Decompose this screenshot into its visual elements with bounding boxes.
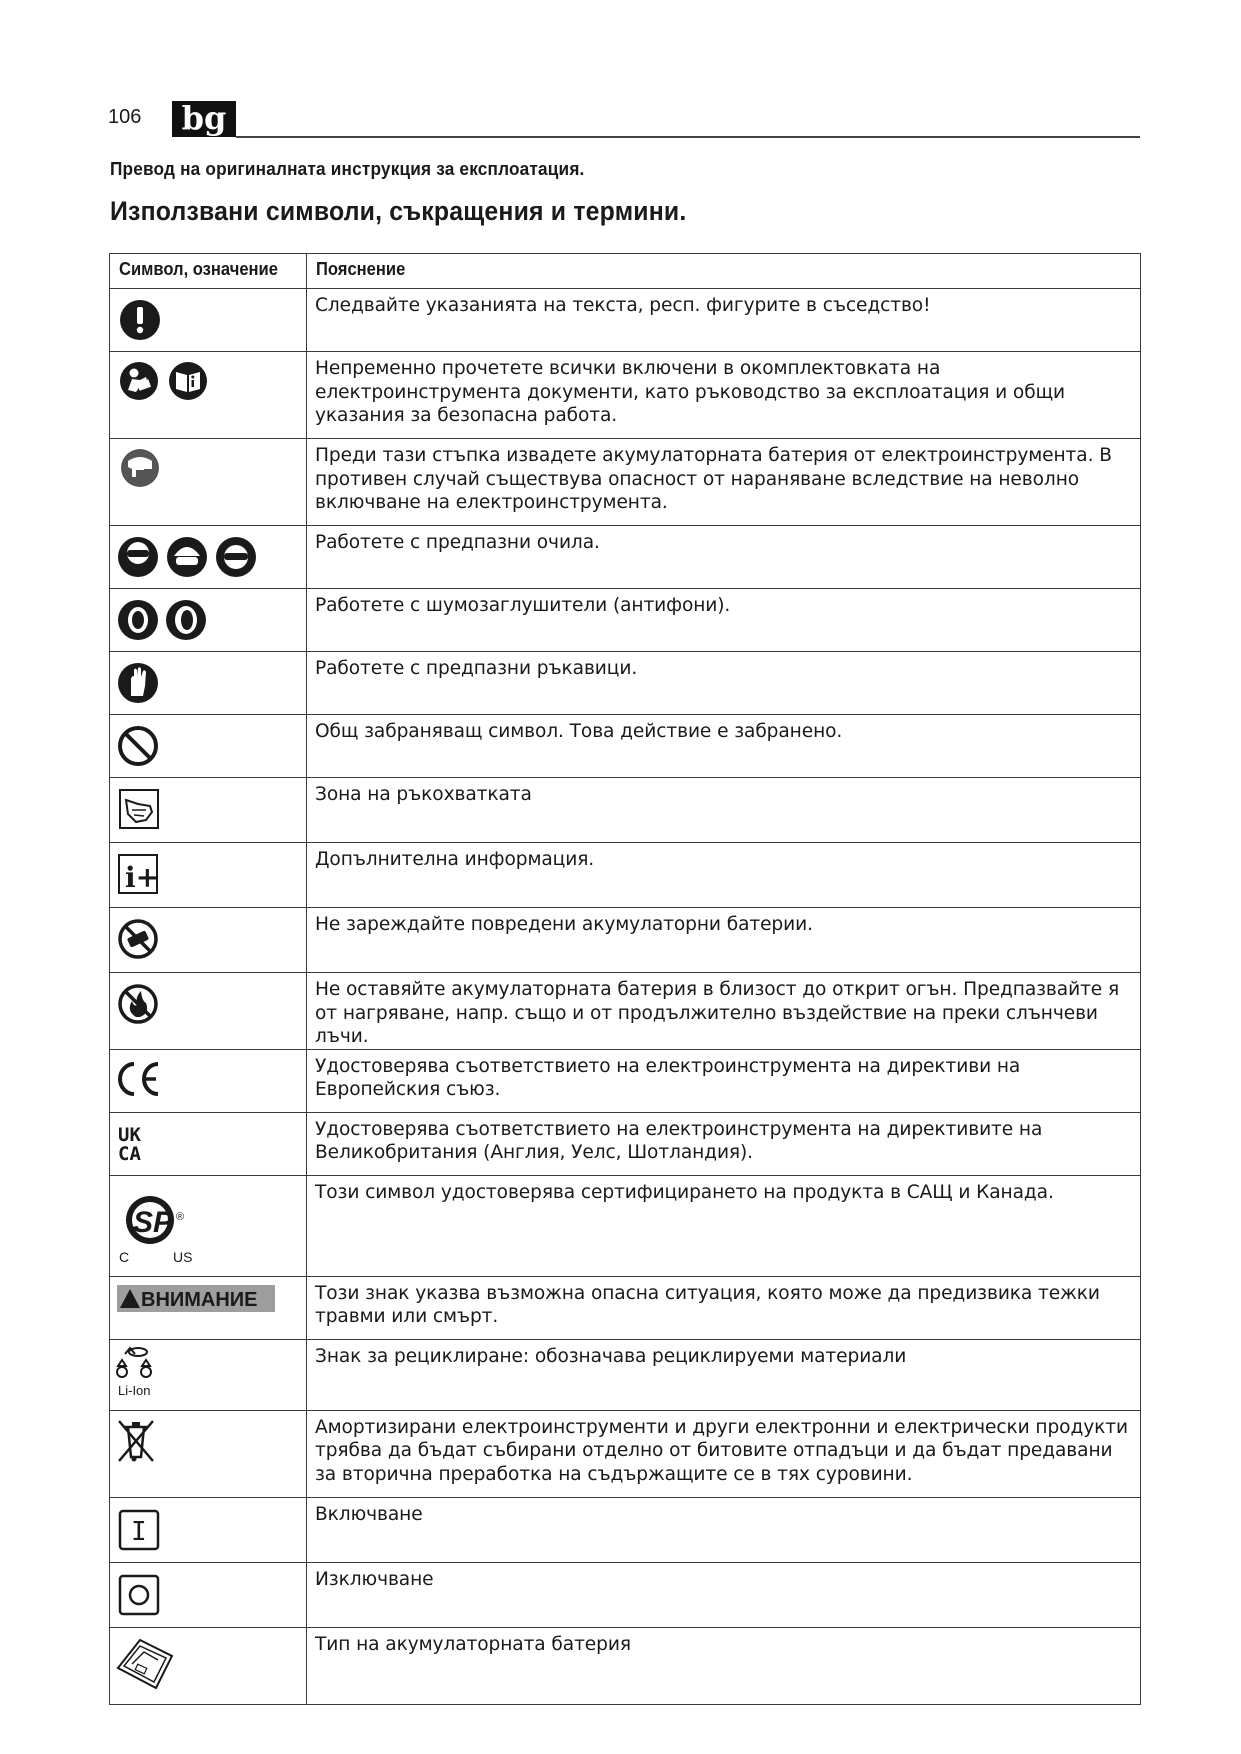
document-subtitle: Превод на оригиналната инструкция за експлоатация. bbox=[110, 158, 585, 179]
symbol-cell bbox=[110, 1562, 307, 1627]
warning-label-icon bbox=[110, 1277, 307, 1335]
language-tab: bg bbox=[172, 101, 236, 137]
symbol-cell bbox=[110, 1112, 307, 1175]
battery-type-icon bbox=[110, 1628, 307, 1700]
svg-text:CA: CA bbox=[118, 1142, 141, 1165]
table-row bbox=[110, 973, 1141, 1050]
description-cell: Удостоверява съответствието на електроинструмента на директиви на Европейския съюз. bbox=[307, 1049, 1141, 1112]
mandatory-action-icon bbox=[110, 289, 307, 347]
table-row bbox=[110, 1276, 1141, 1339]
ukca-mark-icon bbox=[110, 1113, 307, 1171]
table-row bbox=[110, 1049, 1141, 1112]
recycling-li-ion-icon bbox=[110, 1340, 307, 1406]
column-header-description: Пояснение bbox=[307, 254, 1141, 289]
power-on-icon bbox=[110, 1498, 307, 1558]
symbol-cell bbox=[110, 1339, 307, 1410]
table-row bbox=[110, 352, 1141, 439]
description-cell: Непременно прочетете всички включени в окомплектовката на електроинструмента документи, като ръководство за експлоатация и общи указания за безопасна работа. bbox=[307, 352, 1141, 439]
table-row bbox=[110, 1627, 1141, 1704]
no-damaged-battery-charging-icon bbox=[110, 908, 307, 968]
description-cell: Този символ удостоверява сертифицирането на продукта в САЩ и Канада. bbox=[307, 1175, 1141, 1276]
svg-text:UK: UK bbox=[118, 1123, 141, 1146]
table-row bbox=[110, 439, 1141, 526]
description-cell: Работете с предпазни ръкавици. bbox=[307, 652, 1141, 715]
symbol-cell bbox=[110, 352, 307, 439]
table-row bbox=[110, 1410, 1141, 1497]
table-row bbox=[110, 908, 1141, 973]
description-cell: Общ забраняващ символ. Това действие е забранено. bbox=[307, 715, 1141, 778]
ce-mark-icon bbox=[110, 1050, 307, 1108]
table-row bbox=[110, 652, 1141, 715]
symbol-cell bbox=[110, 439, 307, 526]
symbol-cell bbox=[110, 908, 307, 973]
description-cell: Този знак указва възможна опасна ситуация, която може да предизвика тежки травми или смърт. bbox=[307, 1276, 1141, 1339]
description-cell: Изключване bbox=[307, 1562, 1141, 1627]
table-row bbox=[110, 526, 1141, 589]
symbol-cell bbox=[110, 1497, 307, 1562]
gloves-icon bbox=[110, 652, 307, 710]
symbol-cell bbox=[110, 526, 307, 589]
symbol-cell bbox=[110, 973, 307, 1050]
table-row bbox=[110, 289, 1141, 352]
table-row bbox=[110, 589, 1141, 652]
symbol-cell bbox=[110, 778, 307, 843]
svg-text:C: C bbox=[119, 1248, 130, 1265]
table-row bbox=[110, 1112, 1141, 1175]
column-header-symbol: Символ, означение bbox=[110, 254, 307, 289]
symbol-cell bbox=[110, 1276, 307, 1339]
table-row bbox=[110, 843, 1141, 908]
table-row bbox=[110, 1497, 1141, 1562]
csa-mark-icon bbox=[110, 1176, 307, 1272]
table-row bbox=[110, 715, 1141, 778]
description-cell: Работете с шумозаглушители (антифони). bbox=[307, 589, 1141, 652]
no-fire-icon bbox=[110, 973, 307, 1033]
weee-bin-icon bbox=[110, 1411, 307, 1493]
symbol-cell bbox=[110, 1410, 307, 1497]
safety-goggles-icon bbox=[110, 526, 307, 584]
description-cell: Не оставяйте акумулаторната батерия в близост до открит огън. Предпазвайте я от нагряване, напр. също и от продължително въздействие на преки слънчеви лъчи. bbox=[307, 973, 1141, 1050]
description-cell: Допълнителна информация. bbox=[307, 843, 1141, 908]
symbol-cell bbox=[110, 1627, 307, 1704]
additional-info-icon bbox=[110, 843, 307, 903]
description-cell: Амортизирани електроинструменти и други електронни и електрически продукти трябва да бъдат събирани отделно от битовите отпадъци и да бъдат предавани за вторична преработка на съдържащите се в тях суровини. bbox=[307, 1410, 1141, 1497]
svg-text:I: I bbox=[131, 1516, 147, 1547]
description-cell: Удостоверява съответствието на електроинструмента на директивите на Великобритания (Англия, Уелс, Шотландия). bbox=[307, 1112, 1141, 1175]
description-cell: Преди тази стъпка извадете акумулаторната батерия от електроинструмента. В противен случай съществува опасност от нараняване вследствие на неволно включване на електроинструмента. bbox=[307, 439, 1141, 526]
description-cell: Работете с предпазни очила. bbox=[307, 526, 1141, 589]
table-header-row bbox=[110, 254, 1141, 289]
description-cell: Не зареждайте повредени акумулаторни батерии. bbox=[307, 908, 1141, 973]
page-title: Използвани символи, съкращения и термини. bbox=[110, 196, 687, 226]
table-row bbox=[110, 778, 1141, 843]
svg-text:ВНИМАНИЕ: ВНИМАНИЕ bbox=[141, 1288, 258, 1311]
symbol-cell bbox=[110, 1175, 307, 1276]
svg-text:SP: SP bbox=[133, 1205, 174, 1239]
symbol-cell bbox=[110, 589, 307, 652]
svg-text:i+: i+ bbox=[125, 861, 160, 894]
symbol-cell bbox=[110, 289, 307, 352]
header-rule bbox=[236, 136, 1140, 138]
description-cell: Следвайте указанията на текста, респ. фигурите в съседство! bbox=[307, 289, 1141, 352]
symbol-cell bbox=[110, 1049, 307, 1112]
grip-zone-icon bbox=[110, 778, 307, 838]
ear-protection-icon bbox=[110, 589, 307, 647]
prohibition-icon bbox=[110, 715, 307, 773]
page-number: 106 bbox=[108, 106, 142, 128]
description-cell: Включване bbox=[307, 1497, 1141, 1562]
table-row bbox=[110, 1175, 1141, 1276]
table-row bbox=[110, 1562, 1141, 1627]
description-cell: Знак за рециклиране: обозначава рециклируеми материали bbox=[307, 1339, 1141, 1410]
power-off-icon bbox=[110, 1563, 307, 1623]
svg-text:US: US bbox=[173, 1248, 193, 1265]
symbol-cell bbox=[110, 652, 307, 715]
symbols-table bbox=[109, 253, 1141, 1705]
symbol-cell bbox=[110, 715, 307, 778]
table-row bbox=[110, 1339, 1141, 1410]
svg-text:®: ® bbox=[176, 1210, 185, 1223]
read-manual-icon bbox=[110, 352, 307, 434]
description-cell: Тип на акумулаторната батерия bbox=[307, 1627, 1141, 1704]
symbol-cell bbox=[110, 843, 307, 908]
remove-battery-icon bbox=[110, 439, 307, 521]
description-cell: Зона на ръкохватката bbox=[307, 778, 1141, 843]
svg-text:Li-Ion: Li-Ion bbox=[118, 1382, 151, 1398]
